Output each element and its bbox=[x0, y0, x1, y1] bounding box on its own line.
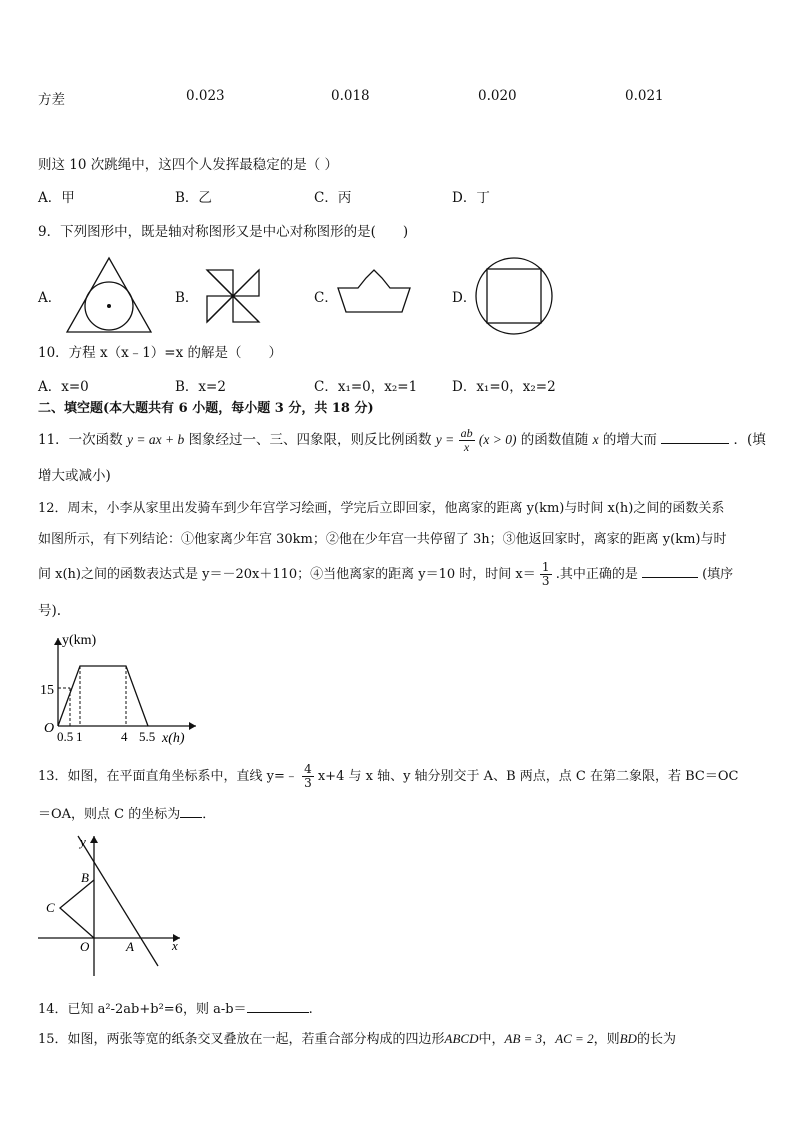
q15-bd: BD bbox=[619, 1031, 637, 1046]
q9-figure-a-triangle-circle bbox=[64, 256, 154, 334]
q8-option-b[interactable]: B．乙 bbox=[175, 190, 212, 206]
q12-frac-den: 3 bbox=[541, 574, 550, 588]
q15-text-1: 15．如图，两张等宽的纸条交叉叠放在一起，若重合部分构成的四边形 bbox=[38, 1032, 445, 1047]
q12-frac-num: 1 bbox=[541, 560, 550, 574]
q13-line2 bbox=[38, 803, 215, 824]
graph12-distance-line bbox=[58, 666, 148, 726]
q15-quad: ABCD bbox=[444, 1031, 479, 1046]
graph13-label-a: A bbox=[126, 939, 134, 954]
q15-text-3: ，则 bbox=[593, 1032, 620, 1047]
graph13-label-c: C bbox=[46, 900, 55, 915]
q13-text-1a: 13．如图，在平面直角坐标系中，直线 y=﹣ bbox=[38, 769, 298, 784]
variance-label: 方差 bbox=[38, 92, 65, 108]
q9-option-d[interactable]: D． bbox=[452, 290, 477, 306]
graph13-y-arrow bbox=[90, 836, 98, 843]
q15-line bbox=[38, 1030, 676, 1049]
q11-eq-cond: (x > 0) bbox=[478, 432, 517, 447]
q9-option-a[interactable]: A． bbox=[38, 290, 62, 306]
q14-line bbox=[38, 998, 313, 1019]
q11-text-2: 图象经过一、三、四象限，则反比例函数 bbox=[188, 432, 432, 448]
graph12-x-arrow bbox=[189, 722, 196, 730]
graph12-xtick-4: 4 bbox=[121, 729, 128, 744]
q12-text-3c: (填序 bbox=[702, 567, 734, 582]
q14-text: 14．已知 a²-2ab+b²=6，则 a-b＝ bbox=[38, 1002, 247, 1017]
q12-text-3a: 间 x(h)之间的函数表达式是 y＝－20x＋110；④当他离家的距离 y＝10 时，时间 x＝ bbox=[38, 567, 536, 582]
q12-fraction bbox=[540, 561, 552, 588]
graph12-xtick-55: 5.5 bbox=[139, 729, 156, 744]
variance-ding: 0.021 bbox=[625, 88, 664, 104]
q8-option-c[interactable]: C．丙 bbox=[314, 190, 352, 206]
q9-figure-b-pinwheel bbox=[203, 266, 263, 326]
variance-yi: 0.018 bbox=[331, 88, 370, 104]
graph12-ytick-15: 15 bbox=[40, 683, 54, 698]
q9-option-b[interactable]: B． bbox=[175, 290, 199, 306]
q12-answer-blank[interactable] bbox=[642, 563, 698, 578]
variance-bing: 0.020 bbox=[478, 88, 517, 104]
q8-option-d[interactable]: D．丁 bbox=[452, 190, 490, 206]
q14-end: . bbox=[308, 1002, 313, 1017]
q11-eq-lhs: y = bbox=[435, 432, 455, 447]
q13-text-2-end: ． bbox=[202, 807, 216, 822]
q12-distance-time-graph bbox=[36, 628, 206, 746]
q13-line1 bbox=[38, 760, 738, 794]
q11-var: x bbox=[592, 432, 599, 447]
q11-line1 bbox=[38, 423, 766, 457]
q11-frac-num: ab bbox=[460, 426, 473, 440]
graph13-label-x: x bbox=[172, 938, 178, 953]
q15-text-2: 中， bbox=[478, 1032, 505, 1047]
q11-fraction bbox=[459, 427, 475, 454]
q15-ac: AC = 2 bbox=[555, 1031, 594, 1046]
q15-sep: ， bbox=[542, 1032, 556, 1047]
q13-coordinate-graph bbox=[34, 832, 194, 980]
q10-option-a[interactable]: A．x=0 bbox=[38, 379, 89, 395]
q8-option-a[interactable]: A．甲 bbox=[38, 190, 75, 206]
q11-text-1: 11．一次函数 bbox=[38, 432, 123, 448]
q11-frac-den: x bbox=[463, 440, 470, 454]
q9-option-c[interactable]: C． bbox=[314, 290, 338, 306]
q11-eq-linear: y = ax + b bbox=[126, 432, 185, 447]
q10-option-b[interactable]: B．x=2 bbox=[175, 379, 226, 395]
q10-option-c[interactable]: C．x₁=0，x₂=1 bbox=[314, 379, 418, 395]
q12-line2: 如图所示，有下列结论：①他家离少年宫 30km；②他在少年宫一共停留了 3h；③他返回家时，离家的距离 y(km)与时 bbox=[38, 532, 727, 547]
q13-frac-den: 3 bbox=[304, 776, 312, 790]
q12-line3 bbox=[38, 558, 733, 592]
graph12-xtick-1: 1 bbox=[76, 729, 83, 744]
q12-text-3b: .其中正确的是 bbox=[555, 567, 638, 582]
q9-figure-c-boat bbox=[336, 268, 412, 314]
graph13-label-b: B bbox=[81, 870, 89, 885]
q11-text-5: ．(填 bbox=[733, 432, 766, 448]
q12-line1: 12．周末，小李从家里出发骑车到少年宫学习绘画，学完后立即回家，他离家的距离 y(km)与时间 x(h)之间的函数关系 bbox=[38, 501, 725, 516]
graph13-label-y: y bbox=[80, 834, 86, 849]
graph13-line-ab bbox=[78, 836, 158, 966]
graph12-y-arrow bbox=[54, 638, 62, 645]
q11-text-4: 的增大而 bbox=[602, 432, 657, 448]
q10-stem: 10．方程 x（x﹣1）=x 的解是（ ） bbox=[38, 345, 283, 361]
q13-text-2: ＝OA，则点 C 的坐标为 bbox=[38, 807, 181, 822]
graph13-segments-bc-co bbox=[60, 880, 94, 938]
variance-jia: 0.023 bbox=[186, 88, 225, 104]
q15-ab: AB = 3 bbox=[504, 1031, 543, 1046]
graph12-xlabel: x(h) bbox=[162, 731, 185, 746]
q11-text-3: 的函数值随 bbox=[520, 432, 589, 448]
q13-fraction bbox=[302, 763, 314, 790]
q13-frac-num: 4 bbox=[304, 762, 312, 776]
q14-answer-blank[interactable] bbox=[247, 998, 309, 1013]
section-2-title: 二、填空题(本大题共有 6 小题，每小题 3 分，共 18 分) bbox=[38, 401, 374, 416]
q12-line4: 号). bbox=[38, 603, 62, 619]
q15-text-4: 的长为 bbox=[636, 1032, 676, 1047]
graph12-origin: O bbox=[44, 721, 55, 736]
q11-line2: 增大或减小) bbox=[38, 468, 111, 484]
graph13-label-o: O bbox=[80, 939, 90, 954]
q9-figure-d-circle-square bbox=[474, 256, 554, 336]
q10-option-d[interactable]: D．x₁=0，x₂=2 bbox=[452, 379, 556, 395]
q13-text-1b: x+4 与 x 轴、y 轴分别交于 A、B 两点，点 C 在第二象限，若 BC＝OC bbox=[317, 769, 739, 784]
q13-answer-blank[interactable] bbox=[180, 803, 202, 818]
q8-stem: 则这 10 次跳绳中，这四个人发挥最稳定的是（ ） bbox=[38, 157, 339, 173]
graph12-xtick-05: 0.5 bbox=[57, 729, 74, 744]
q11-answer-blank[interactable] bbox=[661, 429, 729, 444]
q9-stem: 9．下列图形中，既是轴对称图形又是中心对称图形的是( ) bbox=[38, 224, 409, 240]
graph12-ylabel: y(km) bbox=[62, 633, 97, 648]
